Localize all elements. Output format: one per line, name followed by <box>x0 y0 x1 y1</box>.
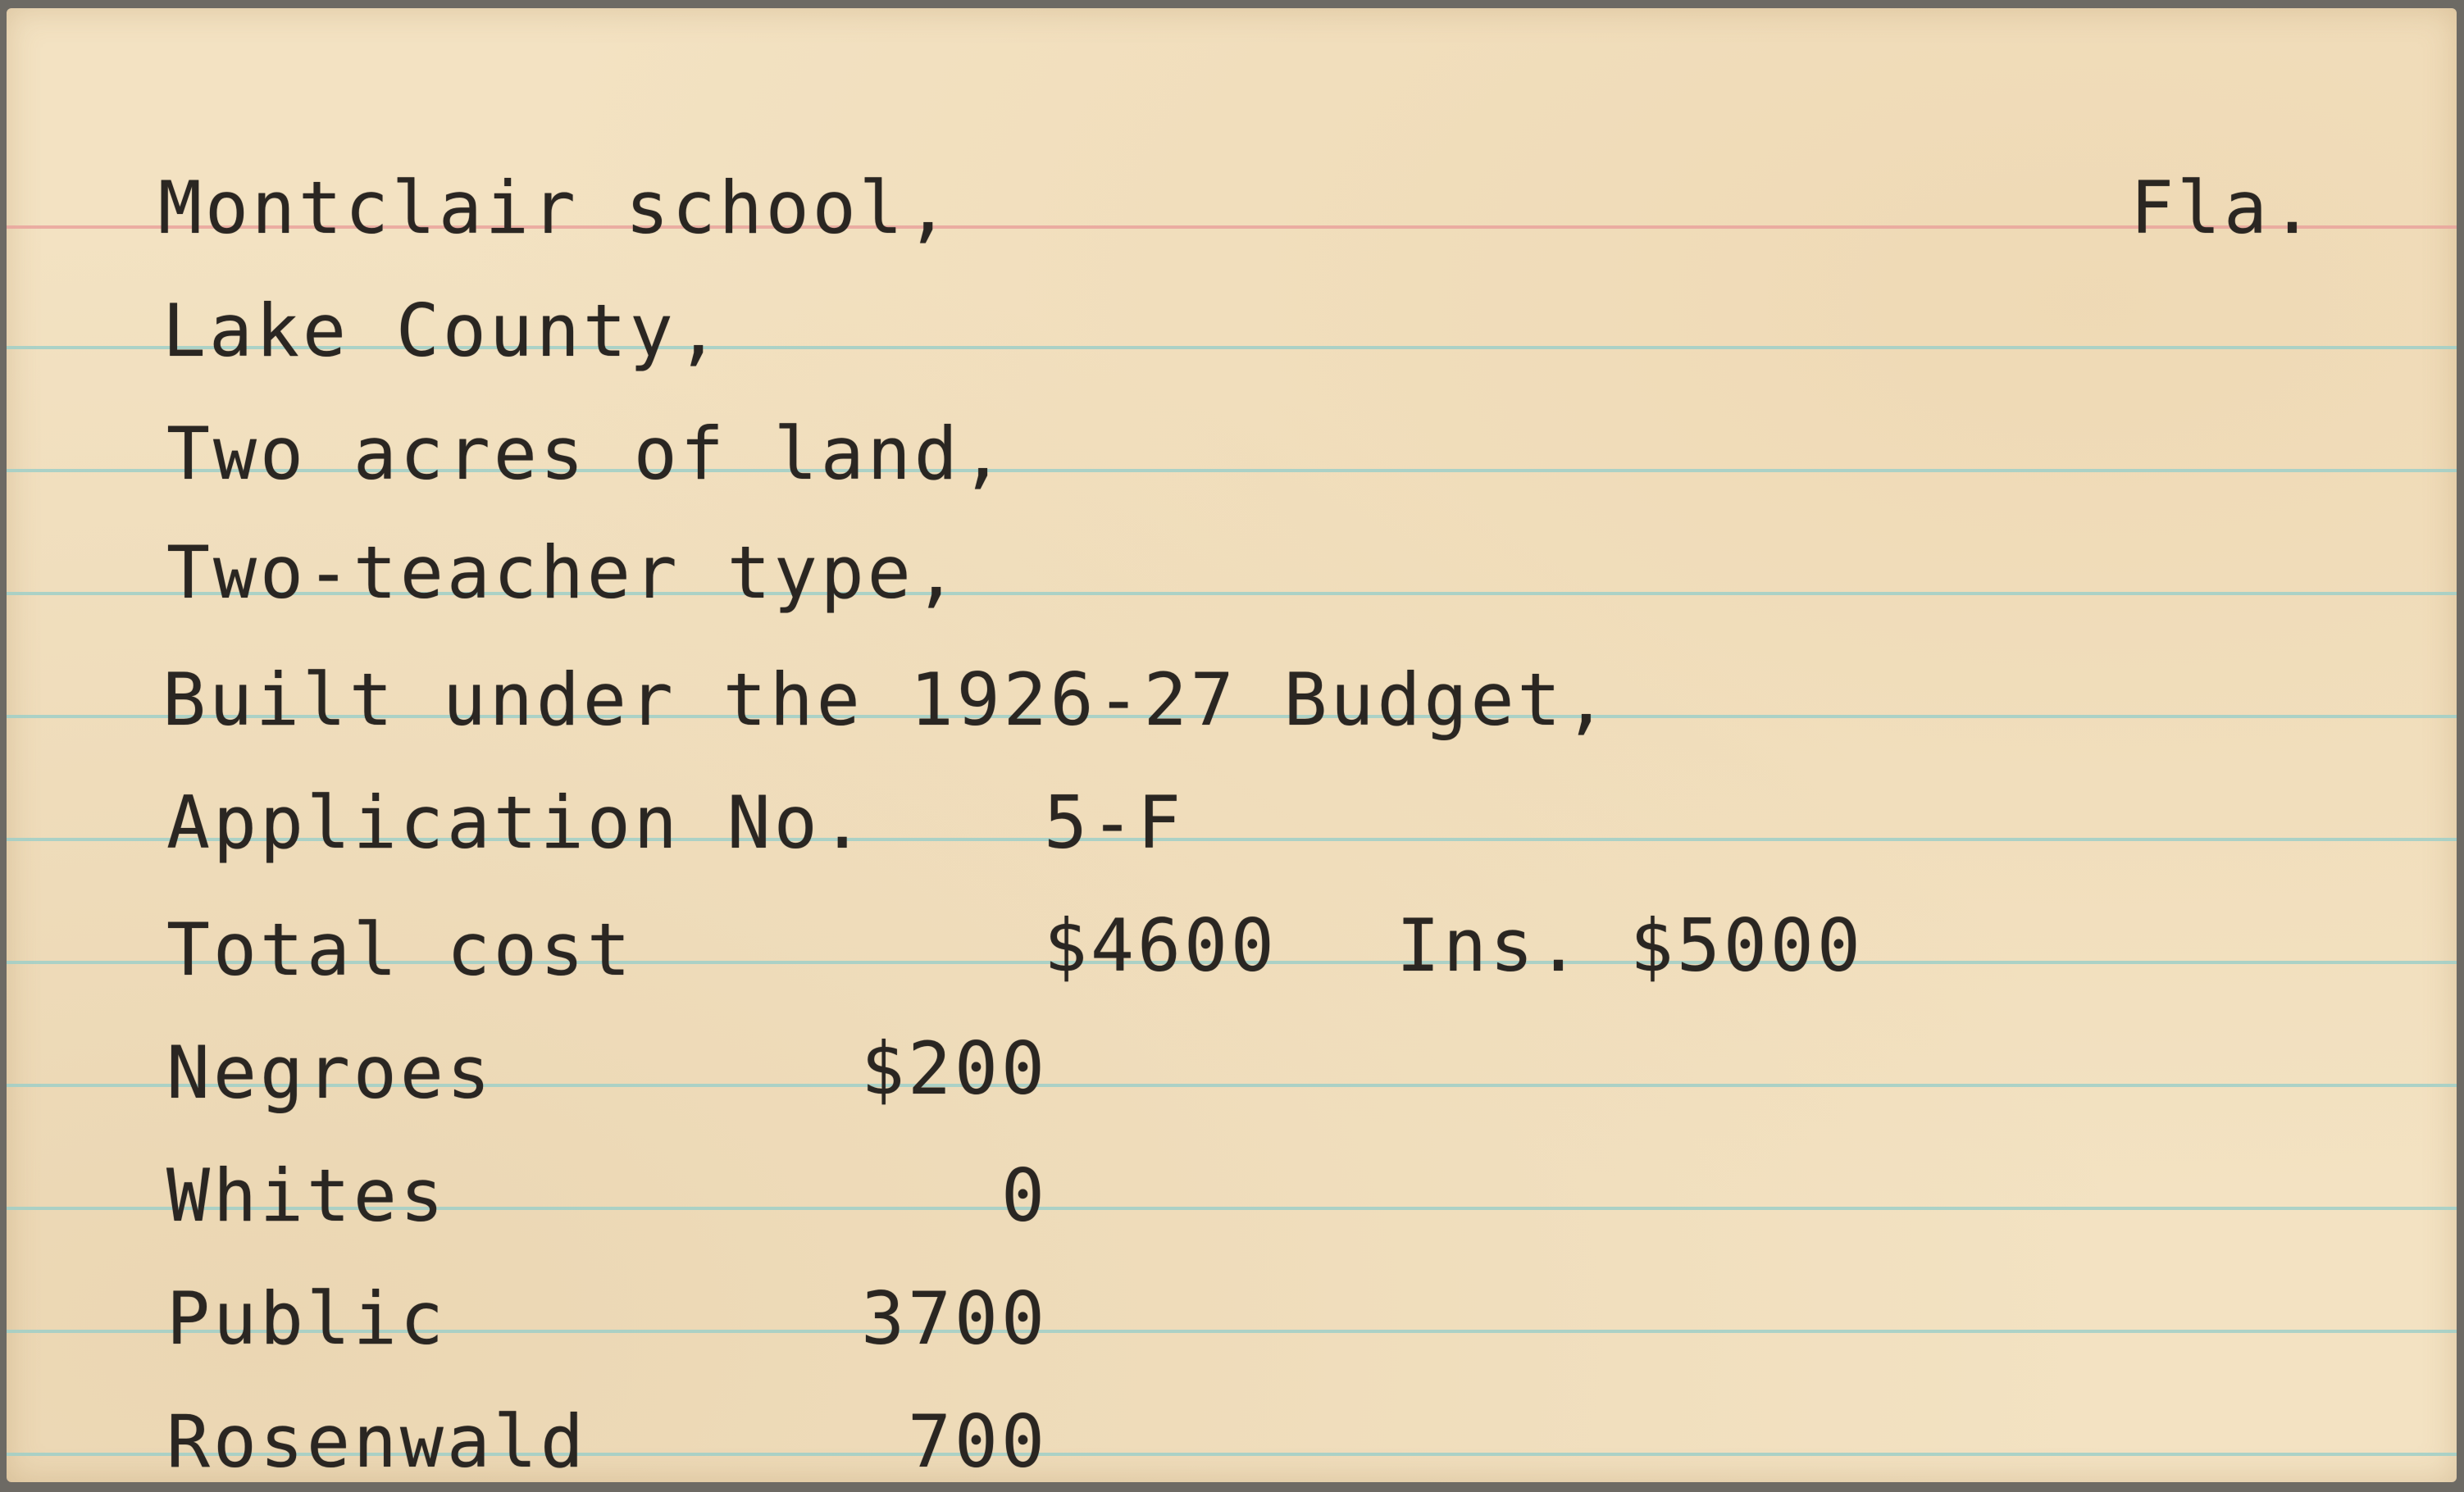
index-card <box>7 8 2457 1482</box>
building-type: Two-teacher type, <box>166 530 961 615</box>
land-description: Two acres of land, <box>166 412 1008 496</box>
school-name: Montclair school, <box>158 166 953 250</box>
application-label: Application No. <box>166 780 868 865</box>
insurance-value: Ins. $5000 <box>1396 903 1864 988</box>
contribution-amount: $200 <box>861 1026 1048 1111</box>
contribution-label: Rosenwald <box>166 1399 587 1482</box>
application-number: 5-F <box>1044 780 1184 865</box>
contribution-label: Public <box>166 1276 447 1361</box>
contribution-amount: 700 <box>908 1399 1048 1482</box>
county: Lake County, <box>162 289 723 373</box>
total-cost-label: Total cost <box>166 907 634 992</box>
contribution-label: Negroes <box>166 1030 494 1115</box>
total-cost-value: $4600 <box>1044 903 1278 988</box>
contribution-amount: 3700 <box>861 1276 1048 1361</box>
budget-year: Built under the 1926-27 Budget, <box>162 657 1611 742</box>
state-abbreviation: Fla. <box>2130 166 2317 250</box>
contribution-label: Whites <box>166 1153 447 1238</box>
contribution-amount: 0 <box>1001 1153 1048 1238</box>
